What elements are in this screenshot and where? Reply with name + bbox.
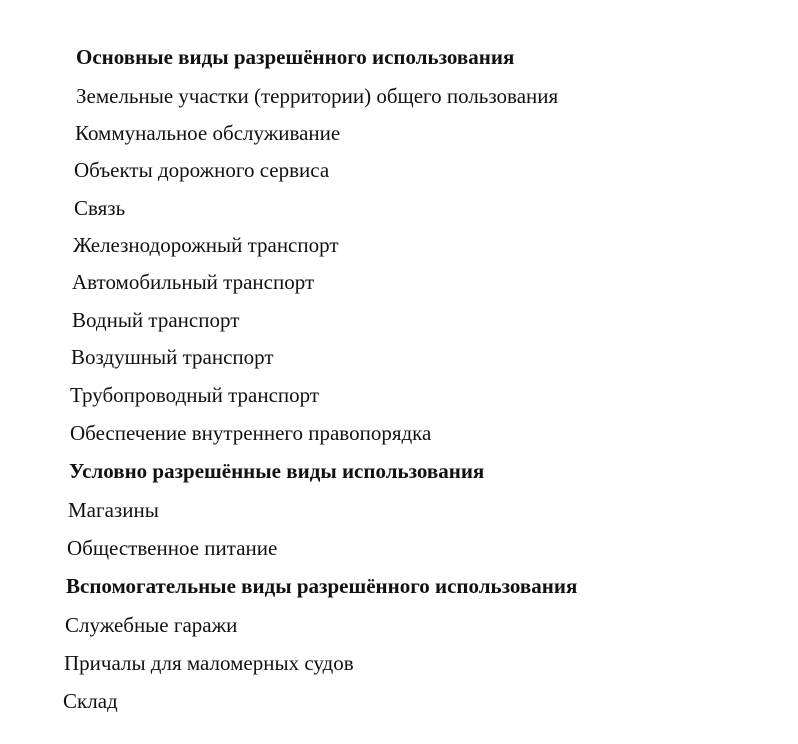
list-item: Железнодорожный транспорт xyxy=(73,233,339,257)
list-item: Земельные участки (территории) общего пользования xyxy=(76,84,559,108)
list-item: Автомобильный транспорт xyxy=(72,270,315,294)
list-item: Коммунальное обслуживание xyxy=(75,121,341,145)
section-heading-auxiliary-uses: Вспомогательные виды разрешённого использования xyxy=(66,574,578,598)
list-item: Склад xyxy=(63,689,118,713)
list-item: Водный транспорт xyxy=(72,308,240,332)
list-item: Обеспечение внутреннего правопорядка xyxy=(70,421,432,445)
list-item: Служебные гаражи xyxy=(65,613,238,637)
list-item: Общественное питание xyxy=(67,536,278,560)
list-item: Воздушный транспорт xyxy=(71,345,274,369)
section-heading-conditional-uses: Условно разрешённые виды использования xyxy=(69,459,485,483)
list-item: Причалы для маломерных судов xyxy=(64,651,354,675)
section-heading-main-uses: Основные виды разрешённого использования xyxy=(76,45,515,69)
list-item: Магазины xyxy=(68,498,159,522)
list-item: Связь xyxy=(74,196,126,220)
list-item: Трубопроводный транспорт xyxy=(70,383,320,407)
list-item: Объекты дорожного сервиса xyxy=(74,158,330,182)
